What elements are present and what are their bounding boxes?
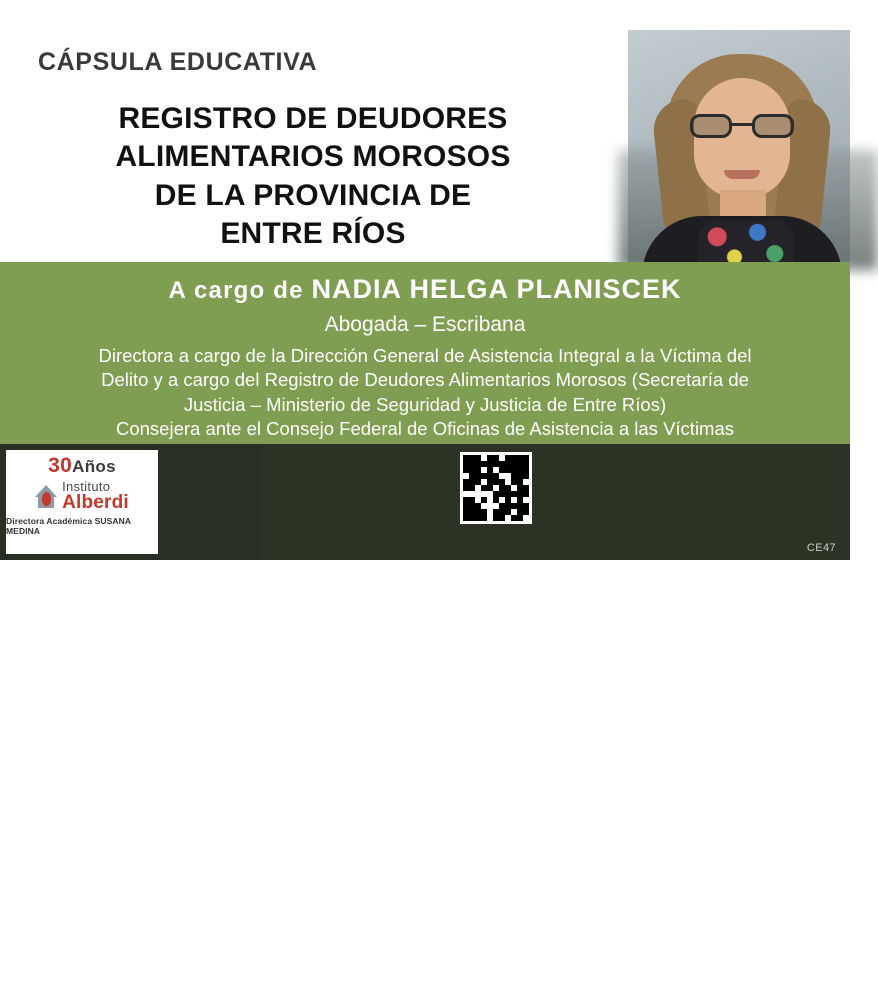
- speaker-description-line-2: Delito y a cargo del Registro de Deudores Alimentarios Morosos (Secretaría de: [101, 369, 749, 391]
- academic-director-label: Directora Académica SUSANA MEDINA: [6, 516, 131, 536]
- footer-left-panel: [0, 444, 262, 560]
- instituto-alberdi-logo: [6, 450, 158, 554]
- speaker-role: Abogada – Escribana: [324, 313, 526, 336]
- logo-anniversary: [48, 454, 116, 478]
- website-url[interactable]: https://institutoalberdi.jusentrerios.gov.ar: [356, 960, 687, 980]
- speaker-lead-label: A cargo de: [168, 277, 312, 304]
- speaker-description-line-1: Directora a cargo de la Dirección General de Asistencia Integral a la Víctima del: [98, 345, 752, 366]
- page-title: [18, 100, 608, 254]
- speaker-band: [0, 262, 850, 444]
- eyeglass-lens-right: [752, 114, 794, 138]
- capsule-code: CE47: [806, 542, 836, 554]
- title-line-4: ENTRE RÍOS: [220, 217, 406, 251]
- speaker-description-line-3: Justicia – Ministerio de Seguridad y Justicia de Entre Ríos): [183, 393, 667, 415]
- alberdi-house-flame-icon: [35, 483, 57, 509]
- footer-band: [0, 444, 850, 980]
- eyeglass-lens-left: [690, 114, 732, 138]
- logo-word-alberdi: Alberdi: [62, 492, 129, 513]
- speaker-name: NADIA HELGA PLANISCEK: [311, 274, 682, 304]
- flame-shape: [42, 492, 51, 506]
- qr-code[interactable]: [460, 452, 532, 524]
- logo-word-instituto: Instituto: [62, 479, 111, 494]
- speaker-description: [30, 344, 820, 442]
- title-line-3: DE LA PROVINCIA DE: [154, 178, 472, 212]
- eyeglass-bridge: [732, 123, 752, 126]
- top-section: [0, 0, 850, 262]
- globe-www-label: WWW: [312, 964, 340, 974]
- speaker-portrait-photo: [628, 30, 850, 262]
- globe-www-icon: [306, 952, 346, 992]
- speaker-heading: [0, 274, 850, 305]
- logo-anniversary-number: 30: [48, 454, 73, 477]
- portrait-mouth: [724, 170, 760, 179]
- logo-wordmark: [35, 480, 129, 512]
- title-line-2: ALIMENTARIOS MOROSOS: [115, 140, 511, 174]
- title-line-1: REGISTRO DE DEUDORES: [118, 102, 508, 135]
- logo-anniversary-word: Años: [72, 457, 116, 476]
- logo-text-block: [62, 480, 129, 512]
- portrait-face: [694, 78, 790, 198]
- qr-code-modules: [463, 455, 529, 521]
- eyeglasses-icon: [690, 114, 794, 138]
- eyebrow-label: CÁPSULA EDUCATIVA: [38, 48, 318, 76]
- speaker-description-line-4: Consejera ante el Consejo Federal de Oficinas de Asistencia a las Víctimas: [115, 418, 734, 440]
